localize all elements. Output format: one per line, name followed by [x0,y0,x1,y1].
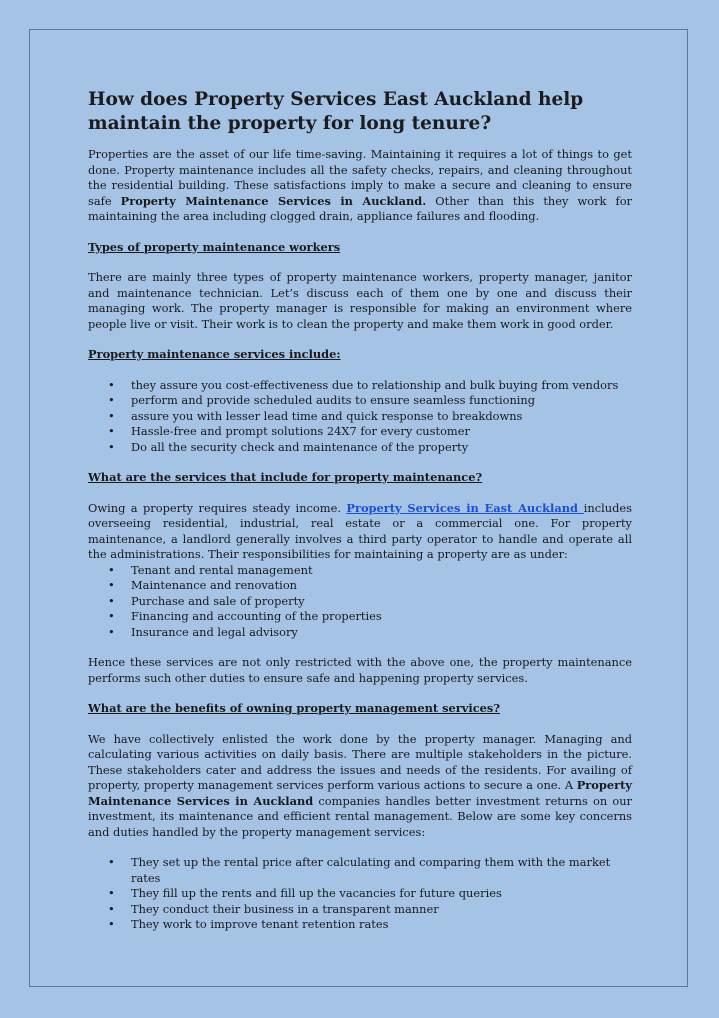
list-item: • Purchase and sale of property [131,594,632,610]
benefits-text-after: companies handles better investment returns on our investment, its maintenance and efficient rental management. Below are some key concerns and duties handled by the property management services: [88,793,632,839]
services-include-list [88,378,632,456]
list-item: • Hassle-free and prompt solutions 24X7 for every customer [131,424,632,440]
worker-types-paragraph: There are mainly three types of property maintenance workers, property manager, janitor and maintenance technician. Let’s discuss each of them one by one and discuss their managing work. The property manager is responsible for making an environment where people live or visit. Their work is to clean the property and make them work in good order. [88,270,632,331]
list-item: • They work to improve tenant retention rates [131,917,632,933]
maintenance-closing-paragraph: Hence these services are not only restricted with the above one, the property maintenance performs such other duties to ensure safe and happening property services. [88,655,632,685]
section-heading-maintenance-services: What are the services that include for property maintenance? [88,470,483,484]
list-item: • they assure you cost-effectiveness due to relationship and bulk buying from vendors [131,378,632,394]
list-item: • They set up the rental price after calculating and comparing them with the market rates [131,855,632,886]
list-item: • Tenant and rental management [131,563,632,579]
benefits-text-before: We have collectively enlisted the work done by the property manager. Managing and calculating various activities on daily basis. There are multiple stakeholders in the picture. These stakeholders cater and address the issues and needs of the residents. For availing of property, property management services perform various actions to secure a one. A [88,731,632,792]
list-item: • perform and provide scheduled audits to ensure seamless functioning [131,393,632,409]
section-heading-worker-types: Types of property maintenance workers [88,239,341,254]
document-content [88,88,632,933]
intro-text-after: Other than this they work for maintaining the area including clogged drain, appliance failures and flooding. [88,193,633,223]
benefits-list [88,855,632,933]
property-services-link[interactable]: Property Services in East Auckland [346,500,584,515]
benefits-bold-keyword: Property Maintenance Services in Auckland [88,778,632,808]
maintenance-text-before: Owing a property requires steady income. [88,500,347,515]
responsibilities-list [88,563,632,641]
list-item: • Insurance and legal advisory [131,625,632,641]
intro-paragraph [88,147,632,225]
benefits-paragraph [88,732,632,841]
intro-bold-keyword: Property Maintenance Services in Auckland. [120,193,427,208]
section-heading-benefits: What are the benefits of owning property management services? [88,701,500,715]
list-item: • They fill up the rents and fill up the vacancies for future queries [131,886,632,902]
page-title: How does Property Services East Auckland help maintain the property for long tenure? [88,89,584,134]
document-page [29,29,688,987]
list-item: • assure you with lesser lead time and quick response to breakdowns [131,409,632,425]
maintenance-text-after: includes overseeing residential, industrial, real estate or a commercial one. For property maintenance, a landlord generally involves a third party operator to handle and operate all the administrations. Their responsibilities for maintaining a property are as under: [88,500,632,561]
list-item: • They conduct their business in a transparent manner [131,902,632,918]
maintenance-services-paragraph [88,501,632,563]
intro-text-before: Properties are the asset of our life time-saving. Maintaining it requires a lot of things to get done. Property maintenance includes all the safety checks, repairs, and cleaning throughout the residential building. These satisfactions imply to make a secure and cleaning to ensure safe [88,147,632,208]
list-item: • Do all the security check and maintenance of the property [131,440,632,456]
list-item: • Maintenance and renovation [131,578,632,594]
list-item: • Financing and accounting of the properties [131,609,632,625]
section-heading-services-include: Property maintenance services include: [88,347,341,361]
